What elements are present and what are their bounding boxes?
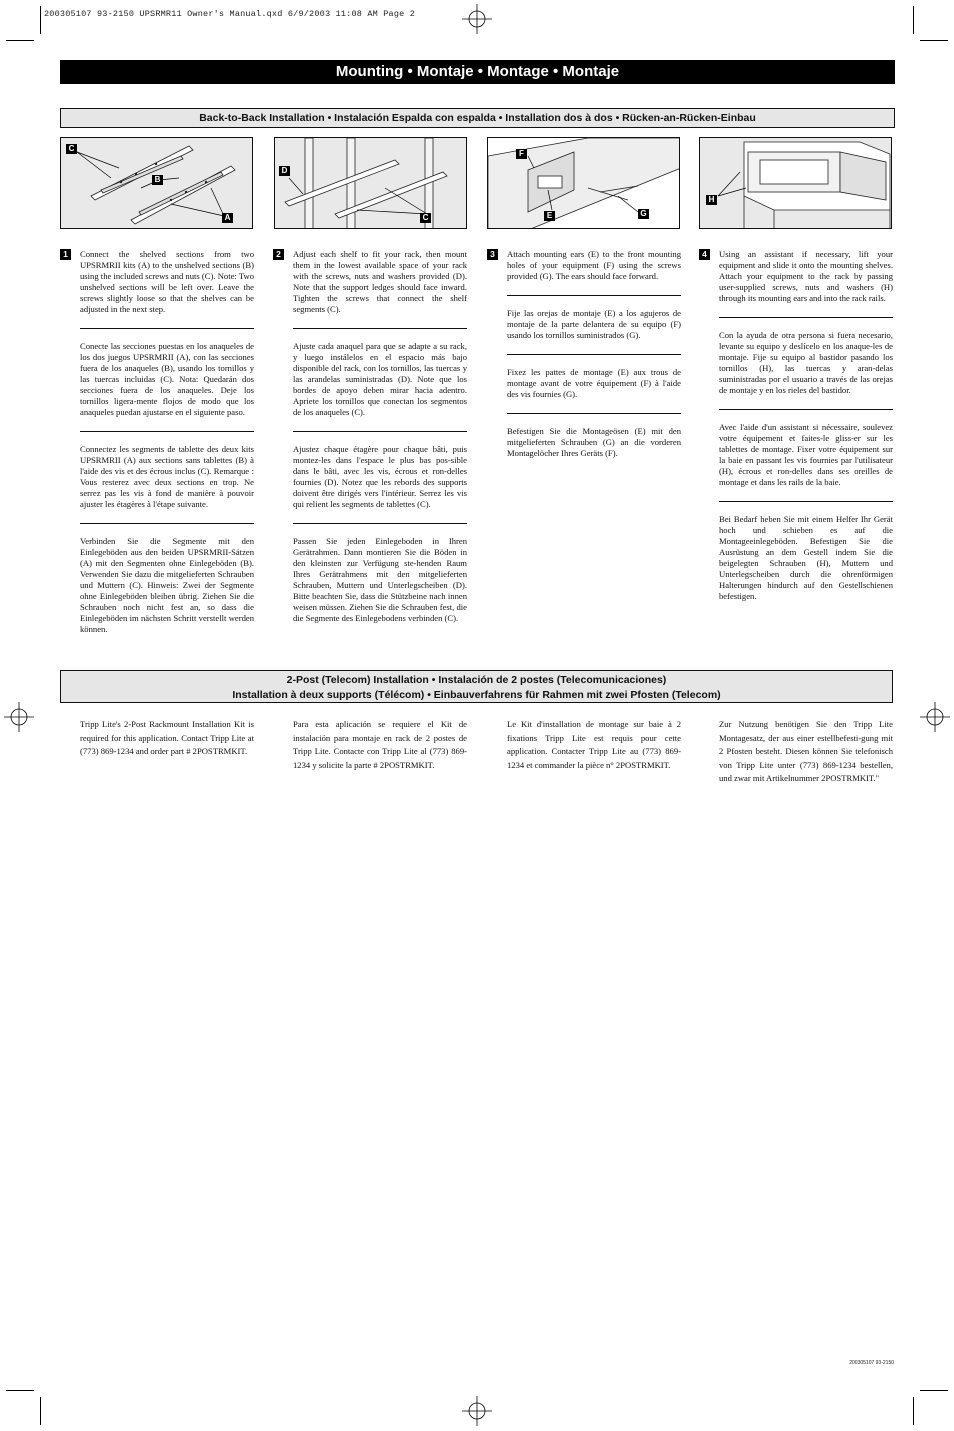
callout-d: D bbox=[279, 166, 290, 176]
section-heading-2-post bbox=[60, 670, 893, 703]
registration-mark-left bbox=[4, 702, 34, 732]
callout-c: C bbox=[420, 213, 431, 223]
crop-mark bbox=[920, 1390, 948, 1391]
callout-f: F bbox=[516, 149, 527, 159]
step-3-text bbox=[507, 249, 681, 459]
callout-a: A bbox=[222, 213, 233, 223]
figure-step-2 bbox=[274, 137, 467, 229]
paragraph-spanish: Fije las orejas de montaje (E) a los agujeros de montaje de la parte delantera de su equipo (F) usando los tornillos suministrados (G). bbox=[507, 308, 681, 340]
section-heading-line-1: 2-Post (Telecom) Installation • Instalación de 2 postes (Telecomunicaciones) bbox=[286, 674, 667, 686]
two-post-french: Le Kit d'installation de montage sur baie à 2 fixations Tripp Lite est requis pour cette application. Contacter Tripp Lite au (773) 869-1234 et commander la pièce n° 2POSTRMKIT. bbox=[507, 719, 681, 770]
step-2-text bbox=[293, 249, 467, 624]
divider bbox=[293, 523, 467, 524]
section-heading-line-2: Installation à deux supports (Télécom) • Einbauverfahrens für Rahmen mit zwei Pfosten (Telecom) bbox=[232, 689, 721, 701]
crop-mark bbox=[920, 40, 948, 41]
callout-h: H bbox=[706, 195, 717, 205]
two-post-english: Tripp Lite's 2-Post Rackmount Installation Kit is required for this application. Contact Tripp Lite at (773) 869-1234 and order part # 2POSTRMKIT. bbox=[80, 719, 254, 756]
divider bbox=[80, 523, 254, 524]
step-number: 2 bbox=[273, 249, 284, 260]
paragraph-english: Connect the shelved sections from two UPSRMRII kits (A) to the unshelved sections (B) using the included screws and nuts (C). Note: Two unshelved sections will be left over. Leave the screws slightly loose so that the shelves can be adjusted in the next step. bbox=[80, 249, 254, 314]
paragraph-german: Verbinden Sie die Segmente mit den Einlegeböden aus den beiden UPSRMRII-Sätzen (A) mit den Segmenten ohne Einlegeböden (B). Verwenden Sie dazu die mitgelieferten Schrauben und Muttern (C). Hinweis: Zwei der Segmente ohne Einlegeböden bleiben übrig. Ziehen Sie die Schrauben noch nicht fest an, so dass die Einlegeböden im nächsten Schritt verstellt werden können. bbox=[80, 536, 254, 634]
crop-mark bbox=[40, 1397, 41, 1425]
crop-mark bbox=[6, 1390, 34, 1391]
step-number: 3 bbox=[487, 249, 498, 260]
callout-c: C bbox=[66, 144, 77, 154]
document-code: 200305107 93-2150 bbox=[849, 1360, 894, 1366]
paragraph-french: Connectez les segments de tablette des deux kits UPSRMRII (A) aux sections sans tablettes (B) à l'aide des vis et des écrous inclus (C). Remarque : Vous resterez avec deux sections en trop. Ne serrez pas les vis à fond de manière à pouvoir ajuster les étagères à l'étape suivante. bbox=[80, 444, 254, 509]
crop-mark bbox=[40, 6, 41, 34]
paragraph-german: Passen Sie jeden Einlegeboden in Ihren Gerätrahmen. Dann montieren Sie die Böden in den kleinsten zur Verfügung ste-henden Raum Ihres Gerätrahmens mit den mitgelieferten Schrauben, Muttern und Unterlegscheiben (D). Bitte beachten Sie, dass die Stützbeine nach innen weisen müssen. Ziehen Sie die Schrauben fest, die die Segmente des Einlegebodens verbinden (C). bbox=[293, 536, 467, 623]
paragraph-german: Bei Bedarf heben Sie mit einem Helfer Ihr Gerät hoch und schieben es auf die Montageeinlegeböden. Befestigen Sie die Ausrüstung an dem Gestell indem Sie die beigelegten Schrauben (H), Muttern und Unterlegscheiben durch die ohrenförmigen Halterungen hindurch auf den Gestellschienen befestigen. bbox=[719, 514, 893, 601]
step-4-text bbox=[719, 249, 893, 602]
paragraph-french: Avec l'aide d'un assistant si nécessaire, soulevez votre équipement et faites-le gliss-er sur les tablettes de montage. Fixer votre équipement sur la baie en passant les vis fournies par l'utilisateur (H), écrous et ron-delles dans ses oreilles de montage et dans les rails de la baie. bbox=[719, 422, 893, 487]
registration-mark-top bbox=[462, 4, 492, 34]
paragraph-english: Adjust each shelf to fit your rack, then mount them in the lowest available space of your rack with the screws, nuts and washers provided (D). Note that the support ledges should face inward. Tighten the screws that connect the shelf segments (C). bbox=[293, 249, 467, 314]
figure-step-4 bbox=[699, 137, 892, 229]
step-number: 4 bbox=[699, 249, 710, 260]
two-post-spanish: Para esta aplicación se requiere el Kit de instalación para montaje en rack de 2 postes de Tripp Lite. Contacte con Tripp Lite al (773) 869-1234 y solicite la parte # 2POSTRMKIT. bbox=[293, 719, 467, 770]
registration-mark-bottom bbox=[462, 1396, 492, 1426]
divider bbox=[507, 354, 681, 355]
paragraph-spanish: Conecte las secciones puestas en los anaqueles de los dos juegos UPSRMRII (A), con las secciones fuera de los anaqueles (B), usando los tornillos y las tuercas incluidas (C). Nota: Quedarán dos secciones fuera de los anaqueles. Deje los tornillos ligera-mente flojos de modo que los anaqueles puedan ajustarse en el siguiente paso. bbox=[80, 341, 254, 417]
section-heading-back-to-back: Back-to-Back Installation • Instalación Espalda con espalda • Installation dos à dos • Rücken-an-Rücken-Einbau bbox=[60, 108, 895, 128]
paragraph-spanish: Ajuste cada anaquel para que se adapte a su rack, y luego instálelos en el espacio más bajo disponible del rack, con los tornillos, las tuercas y las arandelas suministradas (D). Note que los bordes de apoyo deben mirar hacia adentro. Apriete los tornillos que conectan los segmentos de los anaqueles (C). bbox=[293, 341, 467, 417]
divider bbox=[80, 431, 254, 432]
figure-step-3 bbox=[487, 137, 680, 229]
crop-mark bbox=[913, 6, 914, 34]
divider bbox=[80, 328, 254, 329]
file-slug: 200305107 93-2150 UPSRMR11 Owner's Manual.qxd 6/9/2003 11:08 AM Page 2 bbox=[44, 9, 416, 19]
registration-mark-right bbox=[920, 702, 950, 732]
divider bbox=[507, 295, 681, 296]
divider bbox=[719, 317, 893, 318]
crop-mark bbox=[913, 1397, 914, 1425]
divider bbox=[507, 413, 681, 414]
divider bbox=[719, 409, 893, 410]
paragraph-german: Befestigen Sie die Montageösen (E) mit den mitgelieferten Schrauben (G) an die vorderen Montagelöcher Ihres Geräts (F). bbox=[507, 426, 681, 458]
divider bbox=[293, 431, 467, 432]
paragraph-french: Fixez les pattes de montage (E) aux trous de montage avant de votre équipement (F) à l'aide des vis fournies (G). bbox=[507, 367, 681, 399]
callout-b: B bbox=[152, 175, 163, 185]
two-post-german: Zur Nutzung benötigen Sie den Tripp Lite Montagesatz, der aus einer estellbefesti-gung mit 2 Pfosten besteht. Diesen können Sie telefonisch von Tripp Lite unter (773) 869-1234 bestellen, und zwar mit Artikelnummer 2POSTRMKIT." bbox=[719, 719, 893, 783]
crop-mark bbox=[6, 40, 34, 41]
step-number: 1 bbox=[60, 249, 71, 260]
paragraph-french: Ajustez chaque étagère pour chaque bâti, puis montez-les dans l'espace le plus bas pos-sible dans le bâti, avec les vis, écrous et ron-delles fournies (D). Notez que les rebords des supports doivent être dirigés vers l'intérieur. Serrez les vis qui relient les segments de tablettes (C). bbox=[293, 444, 467, 509]
paragraph-english: Attach mounting ears (E) to the front mounting holes of your equipment (F) using the screws provided (G). The ears should face forward. bbox=[507, 249, 681, 281]
callout-e: E bbox=[544, 211, 555, 221]
divider bbox=[293, 328, 467, 329]
paragraph-english: Using an assistant if necessary, lift your equipment and slide it onto the mounting shelves. Attach your equipment to the rack by passing user-supplied screws, nuts and washers (H) through its mounting ears and into the rack rails. bbox=[719, 249, 893, 303]
figure-step-1 bbox=[60, 137, 253, 229]
callout-g: G bbox=[638, 209, 649, 219]
page-title: Mounting • Montaje • Montage • Montaje bbox=[60, 60, 895, 84]
step-1-text bbox=[80, 249, 254, 635]
divider bbox=[719, 501, 893, 502]
paragraph-spanish: Con la ayuda de otra persona si fuera necesario, levante su equipo y deslícelo en los anaque-les de montaje. Fije su equipo al bastidor pasando los tornillos (H), las tuercas y aran-delas suministradas por el usuario a través de las orejas de montaje y en los rieles del bastidor. bbox=[719, 330, 893, 395]
